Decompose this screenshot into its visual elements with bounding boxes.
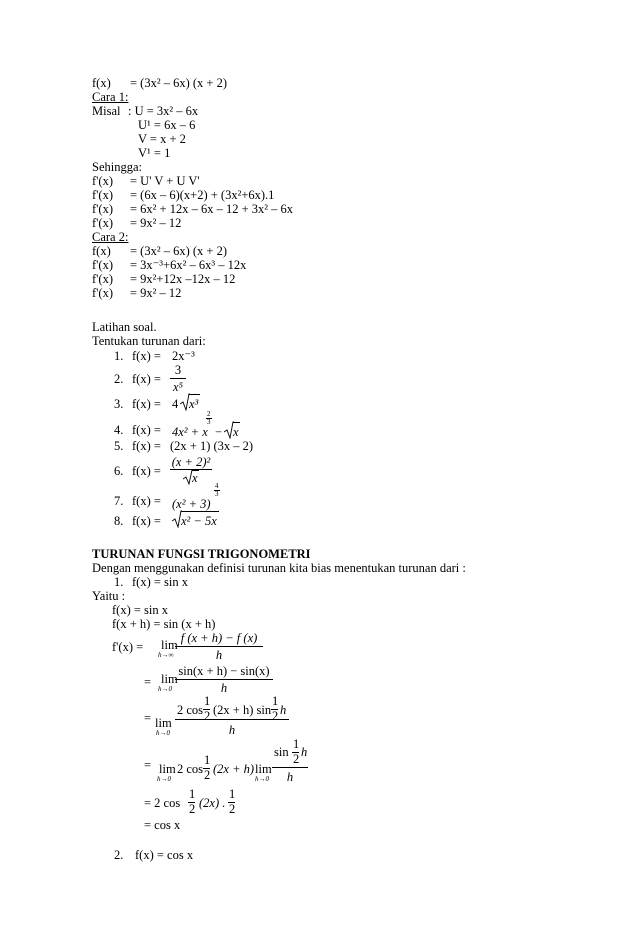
step3-rhs: = 6x² + 12x – 6x – 12 + 3x² – 6x xyxy=(130,202,294,216)
limit-3: lim xyxy=(155,716,172,730)
limit-2: lim xyxy=(161,672,178,686)
exercise-5-label: f(x) = xyxy=(132,439,161,453)
exercise-3-coefficient: 4 xyxy=(172,397,179,411)
misal-label: Misal xyxy=(92,104,121,118)
exercise-8-label: f(x) = xyxy=(132,514,161,528)
trig-item1-number: 1. xyxy=(114,575,124,589)
cara2-line2-rhs: = 3x⁻³+6x² – 6x³ – 12x xyxy=(130,258,247,272)
exercise-5-expr: (2x + 1) (3x – 2) xyxy=(170,439,254,453)
step4-lhs: f'(x) xyxy=(92,216,113,230)
exercise-3-label: f(x) = xyxy=(132,397,161,411)
frac2-bar xyxy=(175,679,273,680)
exercise-3-radicand: x³ xyxy=(189,397,199,411)
line4-frac-denominator: h xyxy=(286,770,294,784)
derivative-lhs: f'(x) = xyxy=(112,640,144,654)
exercise-8-radicand: x² − 5x xyxy=(181,514,217,528)
fx-rhs: = (3x² – 6x) (x + 2) xyxy=(130,76,227,90)
cara2-line3-lhs: f'(x) xyxy=(92,272,113,286)
cara2-line3-rhs: = 9x²+12x –12x – 12 xyxy=(130,272,236,286)
line5-half2-denominator: 2 xyxy=(229,802,236,816)
cara2-label: Cara 2: xyxy=(92,230,129,244)
eq-3: = xyxy=(144,711,152,725)
eq-2: = xyxy=(144,675,152,689)
frac3-numerator-b: (2x + h) sin xyxy=(213,703,272,717)
exercise-6-number: 6. xyxy=(114,464,124,478)
u1-definition: U¹ = 6x – 6 xyxy=(138,118,196,132)
frac1-numerator: f (x + h) − f (x) xyxy=(180,631,258,645)
line5-half2-numerator: 1 xyxy=(229,787,236,801)
line4-half-denominator: 2 xyxy=(204,768,211,782)
exercise-7-label: f(x) = xyxy=(132,494,161,508)
exercise-2-numerator: 3 xyxy=(174,363,182,377)
limit-4: lim xyxy=(159,762,176,776)
frac3-half1-denominator: 2 xyxy=(204,709,211,723)
limit-4-subscript: h→0 xyxy=(157,775,171,783)
frac3-half2-denominator: 2 xyxy=(272,709,279,723)
frac1-bar xyxy=(175,646,263,647)
frac3-numerator-c: h xyxy=(280,703,287,717)
exercise-2-label: f(x) = xyxy=(132,372,161,386)
frac1-denominator: h xyxy=(215,648,223,662)
exercise-1-expr: 2x⁻³ xyxy=(172,349,195,363)
exercise-8-number: 8. xyxy=(114,514,124,528)
v1-definition: V¹ = 1 xyxy=(138,146,171,160)
trig-intro: Dengan menggunakan definisi turunan kita bias menentukan turunan dari : xyxy=(92,561,466,575)
exercise-2-fraction-bar xyxy=(170,378,186,379)
line4-frac-half-numerator: 1 xyxy=(293,737,300,751)
latihan-instruction: Tentukan turunan dari: xyxy=(92,334,206,348)
exercise-4-label: f(x) = xyxy=(132,423,161,437)
line4-frac-half-denominator: 2 xyxy=(293,752,300,766)
line5-half1-numerator: 1 xyxy=(189,787,196,801)
line4-frac-numerator: sin xyxy=(274,745,289,759)
frac3-numerator-a: 2 cos xyxy=(177,703,204,717)
line5-b: (2x) . xyxy=(199,796,226,810)
frac3-half2-numerator: 1 xyxy=(272,694,279,708)
trig-line-fxh: f(x + h) = sin (x + h) xyxy=(112,617,216,631)
frac3-bar xyxy=(175,719,289,720)
exercise-7-exponent-denominator: 3 xyxy=(215,490,219,498)
trig-item2-text: f(x) = cos x xyxy=(135,848,194,862)
limit-5: lim xyxy=(255,762,272,776)
cara2-line4-rhs: = 9x² – 12 xyxy=(130,286,182,300)
line5-a: = 2 cos xyxy=(144,796,181,810)
exercise-3-number: 3. xyxy=(114,397,124,411)
trig-item1-text: f(x) = sin x xyxy=(132,575,188,589)
exercise-4-radical-bar xyxy=(233,422,240,423)
exercise-3-radical-bar xyxy=(189,394,200,395)
line5-half1-denominator: 2 xyxy=(189,802,196,816)
step1-lhs: f'(x) xyxy=(92,174,113,188)
eq-4: = xyxy=(144,758,152,772)
latihan-title: Latihan soal. xyxy=(92,320,157,334)
step4-rhs: = 9x² – 12 xyxy=(130,216,182,230)
line4-b: (2x + h) xyxy=(213,762,255,776)
yaitu-label: Yaitu : xyxy=(92,589,126,603)
exercise-4-expr: 4x² + x xyxy=(172,425,208,439)
cara2-line4-lhs: f'(x) xyxy=(92,286,113,300)
frac3-half1-numerator: 1 xyxy=(204,694,211,708)
exercise-7-exponent-numerator: 4 xyxy=(215,482,219,490)
step3-lhs: f'(x) xyxy=(92,202,113,216)
frac3-denominator: h xyxy=(228,723,236,737)
frac2-denominator: h xyxy=(220,681,228,695)
exercise-1-number: 1. xyxy=(114,349,124,363)
exercise-6-denominator: x xyxy=(192,471,198,485)
cara2-line1-lhs: f(x) xyxy=(92,244,111,258)
exercise-4-number: 4. xyxy=(114,423,124,437)
exercise-6-numerator: (x + 2)² xyxy=(171,455,211,469)
line4-half-numerator: 1 xyxy=(204,753,211,767)
trig-line-fx: f(x) = sin x xyxy=(112,603,168,617)
line6-result: = cos x xyxy=(144,818,181,832)
exercise-4-minus: − xyxy=(215,425,223,439)
exercise-8-radical-bar xyxy=(181,511,219,512)
step2-rhs: = (6x – 6)(x+2) + (3x²+6x).1 xyxy=(130,188,275,202)
limit-3-subscript: h→0 xyxy=(156,729,170,737)
v-definition: V = x + 2 xyxy=(138,132,186,146)
sehingga-label: Sehingga: xyxy=(92,160,142,174)
fx-lhs: f(x) xyxy=(92,76,111,90)
trig-item2-number: 2. xyxy=(114,848,124,862)
trig-heading: TURUNAN FUNGSI TRIGONOMETRI xyxy=(92,547,311,561)
line4-a: 2 cos xyxy=(177,762,204,776)
exercise-1-label: f(x) = xyxy=(132,349,161,363)
cara2-line1-rhs: = (3x² – 6x) (x + 2) xyxy=(130,244,227,258)
exercise-4-exponent-numerator: 2 xyxy=(207,410,211,418)
fx-line xyxy=(92,76,111,90)
exercise-4-exponent-denominator: 3 xyxy=(207,418,211,426)
line4-frac-bar xyxy=(272,767,308,768)
limit-1-subscript: h→∞ xyxy=(158,651,174,659)
exercise-7-number: 7. xyxy=(114,494,124,508)
exercise-4-tail: x xyxy=(233,425,239,439)
frac2-numerator: sin(x + h) − sin(x) xyxy=(178,664,270,678)
exercise-5-number: 5. xyxy=(114,439,124,453)
exercise-7-expr: (x² + 3) xyxy=(172,497,211,511)
exercise-6-label: f(x) = xyxy=(132,464,161,478)
cara1-label: Cara 1: xyxy=(92,90,129,104)
limit-2-subscript: h→0 xyxy=(158,685,172,693)
exercise-2-denominator: x⁵ xyxy=(173,380,183,394)
u-definition: : U = 3x² – 6x xyxy=(128,104,199,118)
cara2-line2-lhs: f'(x) xyxy=(92,258,113,272)
limit-1: lim xyxy=(161,638,178,652)
exercise-2-number: 2. xyxy=(114,372,124,386)
limit-5-subscript: h→0 xyxy=(255,775,269,783)
step2-lhs: f'(x) xyxy=(92,188,113,202)
step1-rhs: = U' V + U V' xyxy=(130,174,200,188)
line4-frac-h: h xyxy=(301,745,308,759)
